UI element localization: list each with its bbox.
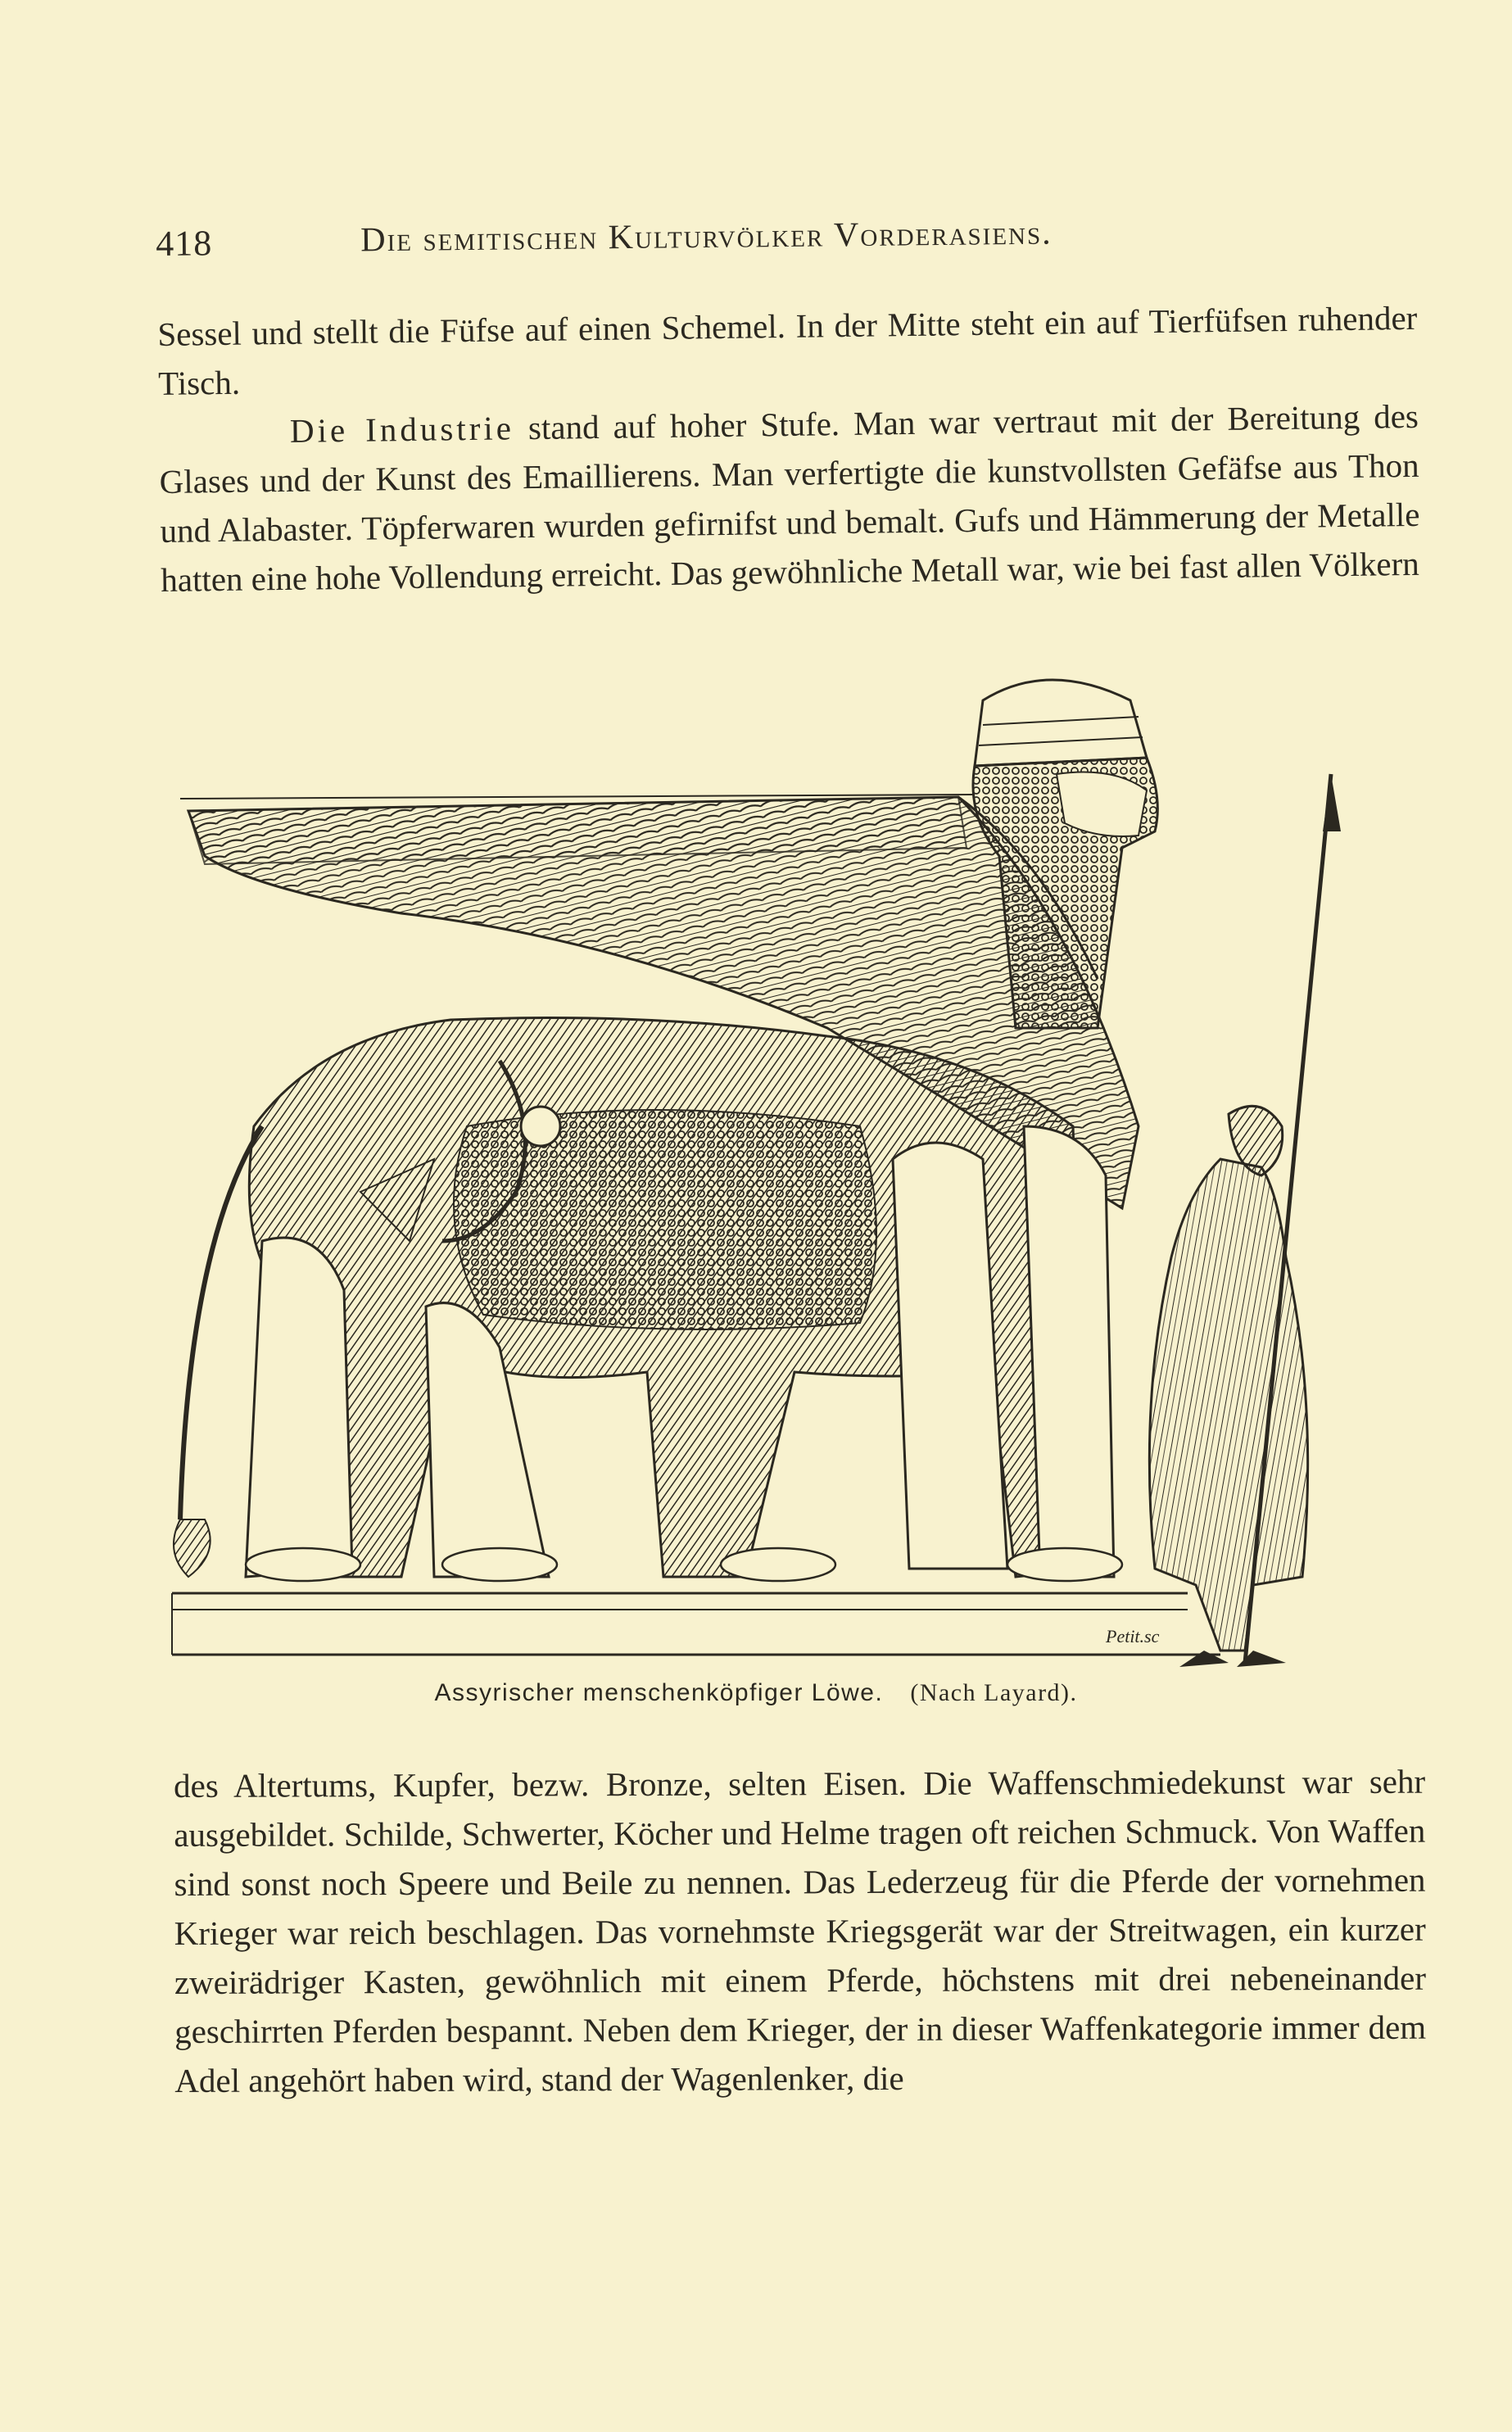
lamassu-engraving	[156, 668, 1425, 1675]
figure-caption	[0, 1679, 1512, 1707]
engraver-signature: Petit.sc	[1106, 1626, 1160, 1646]
paragraph-industry	[159, 392, 1421, 605]
caption-title: Assyrischer menschenköpfiger Löwe.	[434, 1679, 884, 1706]
body-text-top	[157, 293, 1421, 605]
paragraph-chairs: Sessel und stellt die Füfse auf einen Schemel. In der Mitte steht ein auf Tierfüfsen ruhender Tisch.	[157, 298, 1418, 402]
emphasis-industry: Die Industrie	[289, 409, 515, 450]
page-number: 418	[156, 223, 213, 264]
body-text-bottom	[174, 1757, 1426, 2105]
illustration-lamassu	[156, 668, 1425, 1675]
caption-source: (Nach Layard).	[910, 1679, 1078, 1706]
running-title: Die semitischen Kulturvölker Vorderasiens.	[360, 214, 1053, 260]
paragraph-metals-weapons: des Altertums, Kupfer, bezw. Bronze, selten Eisen. Die Waffenschmiedekunst war sehr ausgebildet. Schilde, Schwerter, Köcher und Helme tragen oft reichen Schmuck. Von Waffen sind sonst noch Speere und Beile zu nennen. Das Lederzeug für die Pferde der vornehmen Krieger war reich beschlagen. Das vornehmste Kriegsgerät war der Streitwagen, ein kurzer zweirädriger Kasten, gewöhnlich mit einem Pferde, höchstens mit drei nebeneinander geschirrten Pferden bespannt. Neben dem Krieger, der in dieser Waffenkategorie immer dem Adel angehört haben wird, stand der Wagenlenker, die	[174, 1762, 1427, 2099]
running-head	[156, 211, 1221, 272]
paragraph-industry-text: stand auf hoher Stufe. Man war vertraut mit der Bereitung des Glases und der Kunst des Emaillierens. Man verfertigte die kunstvollsten Gefäfse aus Thon und Alabaster. Töpferwaren wurden gefirnifst und bemalt. Gufs und Hämmerung der Metalle hatten eine hohe Vollendung erreicht. Das gewöhnliche Metall war, wie bei fast allen Völkern	[159, 396, 1420, 599]
